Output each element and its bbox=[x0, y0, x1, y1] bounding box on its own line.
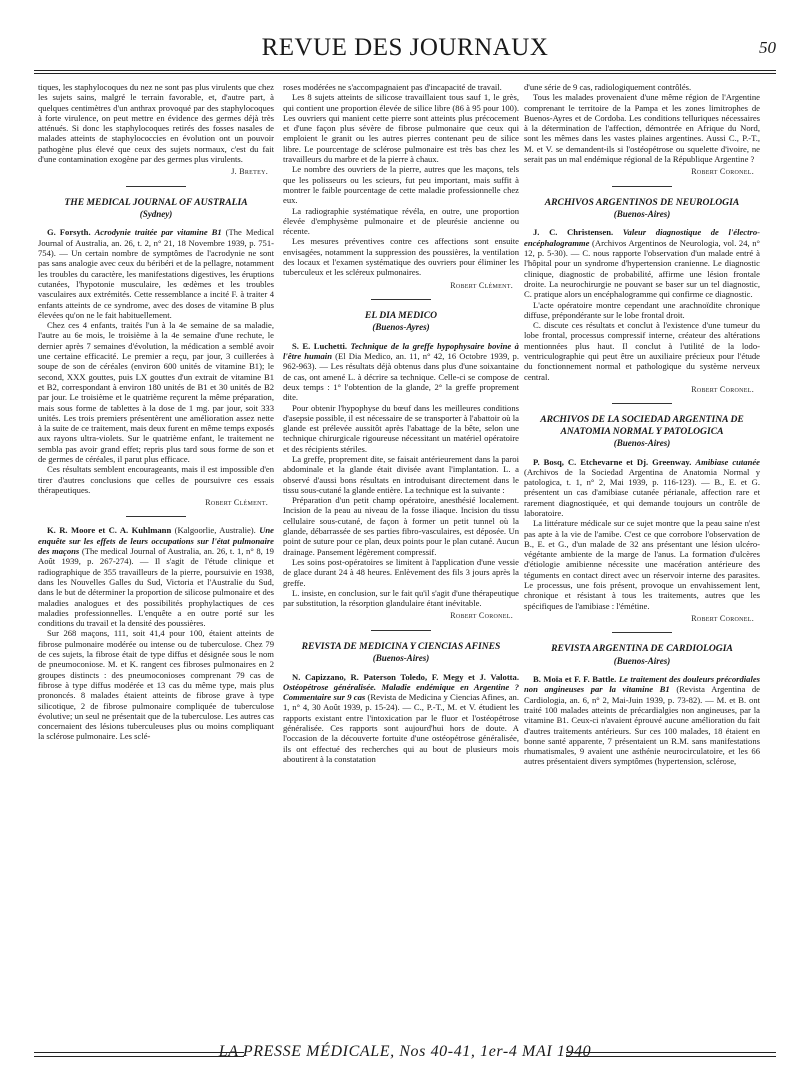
journal-city: (Sydney) bbox=[139, 209, 173, 220]
paragraph: C. discute ces résultats et conclut à l'existence d'une tumeur du lobe frontal, processus compressif interne, créateur des altérations mentionnées plus haut. Il conclut à l'utilité de la lodo-ventriculographie qui peut être un auxiliaire précieux pour l'étude du fonctionnement normal et pathologique du système nerveux central. bbox=[524, 320, 760, 382]
article-location: (Kalgoorlie, Australie). bbox=[174, 525, 256, 536]
article-abstract bbox=[38, 227, 274, 320]
footer-rule-right bbox=[566, 1052, 776, 1057]
page-footer bbox=[34, 1043, 776, 1061]
separator bbox=[371, 630, 431, 631]
signature: Robert Clément. bbox=[205, 498, 268, 508]
page-number: 50 bbox=[759, 38, 776, 57]
article-reference: (El Dia Medico, an. 11, n° 42, 16 Octobre 1939, p. 962-963). — bbox=[283, 351, 519, 372]
journal-city: (Buenos-Aires) bbox=[613, 438, 671, 449]
separator bbox=[126, 516, 186, 517]
article-reference: (Archivos Argentinos de Neurologia, vol. 24, n° 12, p. 5-30). — bbox=[524, 237, 760, 259]
signature: Robert Clément. bbox=[450, 280, 513, 290]
signature: Robert Coronel. bbox=[691, 613, 754, 623]
article-title: Ostéopétrose généralisée. Maladie endémique en Argentine ? Commentaire sur 9 cas bbox=[283, 681, 519, 703]
signature: J. Bretey. bbox=[231, 167, 268, 177]
journal-city: (Buenos-Aires) bbox=[613, 209, 671, 220]
journal-city: (Buenos-Aires) bbox=[613, 655, 671, 666]
article-author: N. Capizzano, R. Paterson Toledo, F. Megy et J. Valotta. bbox=[292, 671, 519, 682]
article-title: Une enquête sur les effets de leurs occupations sur l'état pulmonaire des maçons bbox=[38, 525, 274, 557]
article-body: C., P.-T., M. et V. étudient les rapports existant entre l'intoxication par le fluor et l'ostéopétrose généralisée. Ces rapports sont aujourd'hui hors de doute. A l'occasion de la découverte fortuite d'une ostéopétrose généralisée, ils ont effectué des recherches qui au bout de plusieurs mois aboutirent à la constatation bbox=[283, 702, 519, 764]
article-body: B., E. et G. présentent un cas d'amibiase cutanée périanale, affection rare et rarement diagnostiquée, et qui demande toujours un contrôle de laboratoire. bbox=[524, 477, 760, 518]
article-author: J. C. Christensen. bbox=[533, 227, 614, 238]
paragraph: Pour obtenir l'hypophyse du bœuf dans les meilleures conditions d'asepsie possible, il est nécessaire de se transporter à l'abattoir où la glande est prélevée aussitôt après l'abattage de la bête, selon une technique chirurgicale rigoureuse nécessitant un matériel opératoire et des récipients stériles. bbox=[283, 402, 519, 454]
paragraph: tiques, les staphylocoques du nez ne sont pas plus virulents que chez les sujets sains, malgré le terrain favorable, et, d'autre part, à quelques centimètres d'un anthrax provoqué par des staphylocoques à forte virulence, on peut mettre en évidence des germes déjà très atténués. Si donc les staphylocoques retirés des fosses nasales de malades atteints de staphylococcies en évolution ont un pouvoir pathogène plus élevé que ceux des sujets normaux, c'est du fait d'une contamination exogène par des germes plus virulents. bbox=[38, 82, 274, 165]
article-author: K. R. Moore et C. A. Kuhlmann bbox=[47, 525, 172, 536]
article-reference: (Revista de Medicina y Ciencias Afines, an. 1, n° 4, 30 Août 1939, p. 15-24). — bbox=[283, 692, 520, 713]
article-abstract bbox=[524, 457, 760, 519]
article-body: M. et B. ont traité 100 malades atteints de précardialgies non angineuses, par la vitamine B1. Ceux-ci n'avaient éprouvé aucune amélioration du fait d'autres traitements antérieurs. Sur ces 100 malades, 18 étaient en bonne santé apparente, 7 présentaient un R.M. sans manifestations rhumatismales, 9 avaient une asthénie neurocirculatoire, et les 66 autres présentaient divers symptômes (hypertension, sclérose, bbox=[524, 694, 760, 767]
separator bbox=[612, 186, 672, 187]
article-author: P. Bosq, C. Etchevarne et Dj. Greenway. bbox=[533, 456, 692, 467]
header-rule-top bbox=[34, 70, 776, 71]
footer-rule-left bbox=[34, 1052, 244, 1057]
paragraph: Chez ces 4 enfants, traités l'un à la 4e semaine de sa maladie, l'autre au 6e mois, le troisième à la 4e semaine d'une rechute, le dernier après 7 semaines d'évolution, la médication a semblé avoir une certaine efficacité. Le premier a reçu, par jour, 3 cuillerées à soupe de son de céréales (environ 600 unités de vitamine B1); le second, XXX gouttes, puis LX gouttes d'un extrait de vitamine B1 et B2, correspondant à environ 180 unités de B1 et 30 unités de B2 par jour. Le troisième et le quatrième reçurent la même préparation, mais sous forme de tablettes à la dose de 1 mg. par jour, soit 333 unités. Les trois premiers présentèrent une amélioration assez nette à la suite de ce traitement, mais deux furent en même temps exposés aux rayons ultra-violets. Sur le quatrième enfant, le traitement ne sembla pas avoir grand effet; repris plus tard sous forme de son et de germes de céréales, il parut plus efficace. bbox=[38, 320, 274, 464]
article-author: S. E. Luchetti. bbox=[292, 340, 347, 351]
paragraph: Tous les malades provenaient d'une même région de l'Argentine comprenant le territoire de la Pampa et les zones limitrophes de Buenos-Ayres et de Cordoba. Les conditions telluriques nécessaires à la détermination de l'affection, démontrée en Afrique du Nord, sont les mêmes dans les vastes plaines argentines. Aussi C., P.-T., M. et V. se demandent-ils si l'ostéopétrose ou squelette d'ivoire, ne serait pas un mal endémique régional de la République Argentine ? bbox=[524, 92, 760, 165]
article-abstract bbox=[283, 341, 519, 403]
paragraph: L'acte opératoire montre cependant une arachnoïdite chronique diffuse, prépondérante sur le lobe frontal droit. bbox=[524, 299, 760, 320]
journal-heading: REVISTA DE MEDICINA Y CIENCIAS AFINES bbox=[301, 640, 501, 652]
article-body: Il s'agit de l'étude clinique et radiographique de 355 travailleurs de la pierre, poursuivie en 1938, dans les Nouvelles Galles du Sud, Victoria et l'Australie du Sud, dans le but de déterminer la proportion de silicose pulmonaire et des maladies analogues et des possibilités prophylactiques de ces maladies professionnelles. L'enquête a en outre porté sur les conditions du travail et la densité des poussières. bbox=[38, 556, 274, 629]
article-abstract bbox=[524, 227, 760, 299]
paragraph: d'une série de 9 cas, radiologiquement contrôlés. bbox=[524, 82, 692, 92]
article-title: Valeur diagnostique de l'électro-encéphalogramme bbox=[524, 227, 760, 248]
article-abstract bbox=[524, 674, 760, 767]
article-reference: (The Medical Journal of Australia, an. 26, t. 2, n° 21, 18 Novembre 1939, p. 751-754). — bbox=[38, 227, 274, 259]
paragraph: roses modérées ne s'accompagnaient pas d'incapacité de travail. bbox=[283, 82, 502, 92]
header-rule-bottom bbox=[34, 73, 776, 74]
paragraph: Sur 268 maçons, 111, soit 41,4 pour 100, étaient atteints de fibrose pulmonaire modérée ou intense ou de tuberculose. Chez 79 de ces sujets, la fibrose était de type diffus et désignée sous le nom de pneumoconiose. M. et K. rangent ces fibroses pulmonaires en 2 groupes distincts : des pneumoconioses comprenant 79 cas de fibrose à type diffus modérée et 13 cas du même type, mais plus prononcés. 8 malades étaient atteints de fibrose grave à type silicotique, 2 de fibrose pulmonaire compliquée de tuberculose évolutive; un seul ne présentait que de la tuberculose. Les autres cas concernaient des lésions tuberculeuses plus ou moins compliquant la sclérose pulmonaire. Les sclé- bbox=[38, 628, 274, 742]
paragraph: La radiographie systématique révéla, en outre, une proportion élevée d'emphysème pulmonaire et de pleurésie ancienne ou récente. bbox=[283, 205, 519, 237]
paragraph: Les soins post-opératoires se limitent à l'application d'une vessie de glace durant 24 à 48 heures. Enlèvement des fils 3 jours après la greffe. bbox=[283, 556, 519, 588]
article-title: Technique de la greffe hypophysaire bovine à l'être humain bbox=[283, 340, 519, 362]
separator bbox=[612, 632, 672, 633]
journal-heading: ARCHIVOS ARGENTINOS DE NEUROLOGIA bbox=[544, 196, 740, 208]
article-body: Un certain nombre de symptômes de l'acrodynie ne sont pas sans analogie avec ceux du béribéri et de la pellagre, notamment les troubles du caractère, les manifestations digestives, les éruptions cutanées, l'hypotonie musculaire, les œdèmes et les troubles vasculaires aux extrémités. Cette ressemblance a incité F. à traiter 4 enfants atteints de ce syndrome, avec des doses de vitamine B plus élevées qu'on ne le fait habituellement. bbox=[38, 248, 274, 320]
paragraph: Ces résultats semblent encourageants, mais il est impossible d'en tirer d'autres conclusions que celles de poursuivre ces essais thérapeutiques. bbox=[38, 464, 274, 495]
separator bbox=[126, 186, 186, 187]
journal-heading: REVISTA ARGENTINA DE CARDIOLOGIA bbox=[551, 643, 733, 655]
separator bbox=[612, 403, 672, 404]
article-body: C. nous rapporte l'observation d'un malade entré à l'hôpital pour un syndrome d'hypertension cranienne. Le diagnostic clinique, diagnostic de probabilité, affirme une lésion frontale droite. La neurochirurgie ne pouvant se baser sur un tel diagnostic, C. pratique alors un encéphalogramme qui confirme ce diagnostic. bbox=[524, 248, 760, 300]
article-title: Le traitement des douleurs précordiales non angineuses par la vitamine B1 bbox=[524, 674, 760, 695]
journal-heading: ARCHIVOS DE LA SOCIEDAD ARGENTINA DE ANATOMIA NORMAL Y PATOLOGICA bbox=[540, 414, 744, 437]
journal-heading: THE MEDICAL JOURNAL OF AUSTRALIA bbox=[64, 196, 248, 208]
journal-city: (Buenos-Aires) bbox=[372, 653, 430, 664]
article-reference: (Revista Argentina de Cardiologia, an. 6, n° 2, Mai-Juin 1939, p. 73-82). — bbox=[524, 684, 760, 705]
signature: Robert Coronel. bbox=[691, 384, 754, 394]
article-reference: (The medical Journal of Australia, an. 26, t. 1, n° 8, 19 Août 1939, p. 267-274). — bbox=[38, 546, 274, 567]
running-title: REVUE DES JOURNAUX bbox=[261, 34, 549, 61]
column-right bbox=[524, 82, 760, 767]
paragraph: La littérature médicale sur ce sujet montre que la peau saine n'est pas apte à la vie de l'amibe. C'est ce que corrobore l'observation de B., E. et G., d'un malade de 32 ans présentant une lésion ulcéro-végétante ambiente de la marge de l'anus. La formation d'ulcères d'étiologie amibienne nécessite une macération antérieure des téguments en contact direct avec un réservoir interne des parasites. Le processus, une fois présent, provoque un envahissement lent, chronique et résistant à tous les traitements, autres que les spécifiques de l'amibiase : l'émétine. bbox=[524, 518, 760, 611]
article-author: G. Forsyth. bbox=[47, 227, 91, 238]
journal-heading: EL DIA MEDICO bbox=[364, 309, 438, 321]
article-author: B. Moïa et F. F. Battle. bbox=[533, 674, 617, 685]
journal-city: (Buenos-Ayres) bbox=[372, 322, 430, 333]
paragraph: La greffe, proprement dite, se faisait antérieurement dans la paroi abdominale et la glande était divisée avant l'implantation. L. a observé d'aussi bons résultats en introduisant directement dans le tissu sous-cutané la glande entière. La technique est la suivante : bbox=[283, 454, 519, 495]
paragraph: Les 8 sujets atteints de silicose travaillaient tous sauf 1, le grès, qui contient une proportion élevée de silice libre (86 à 95 pour 100). Les ouvriers qui manient cette pierre sont atteints plus précocement et d'une façon plus sévère de fibrose pulmonaire que ceux qui emploient le granit ou les autres pierres contenant peu de silice libre. Le pourcentage de sclérose pulmonaire est très bas chez les travailleurs du marbre et de la pierre à chaux. bbox=[283, 92, 519, 165]
page-header bbox=[34, 28, 776, 68]
signature: Robert Coronel. bbox=[691, 167, 754, 177]
signature: Robert Coronel. bbox=[450, 611, 513, 621]
article-abstract bbox=[283, 672, 519, 765]
column-middle bbox=[283, 82, 519, 764]
article-reference: (Archivos de la Sociedad Argentina de Anatomia Normal y patologica, t. 1, n° 2, Mai 1939, p. 116-123). — bbox=[524, 466, 760, 488]
footer-text: LA PRESSE MÉDICALE, Nos 40-41, 1er-4 MAI 1940 bbox=[218, 1043, 592, 1060]
separator bbox=[371, 299, 431, 300]
article-abstract bbox=[38, 525, 274, 628]
column-left bbox=[38, 82, 274, 742]
paragraph: Les mesures préventives contre ces affections sont ensuite envisagées, notamment la suppression des poussières, la ventilation des locaux et l'examen systématique des ouvriers pour éliminer les tuberculeux et les scléreux pulmonaires. bbox=[283, 236, 519, 278]
paragraph: Le nombre des ouvriers de la pierre, autres que les maçons, tels que les polisseurs ou les scieurs, fut peu important, mais suffit à montrer le faible pourcentage de cette maladie professionnelle chez eux. bbox=[283, 164, 519, 206]
paragraph: Préparation d'un petit champ opératoire, anesthésié localement. Incision de la peau au niveau de la fosse iliaque. Incision du tissu cellulaire sous-cutané, de façon à former un petit tunnel où la glande, débarrassée de ses parties fibro-vasculaires, est déposée. Un point de suture pour ce plan, deux points pour le plan cutané. Aucun drainage. Pansement légèrement compressif. bbox=[283, 495, 519, 557]
article-body: Les résultats déjà obtenus dans plus d'une soixantaine de cas, ont amené L. à décrire sa technique. Celle-ci se compose de deux temps : 1° l'obtention de la glande, 2° la greffe proprement dite. bbox=[283, 361, 519, 403]
article-title: Amibiase cutanée bbox=[695, 456, 761, 467]
article-title: Acrodynie traitée par vitamine B1 bbox=[94, 227, 222, 238]
paragraph: L. insiste, en conclusion, sur le fait qu'il s'agit d'une thérapeutique par substitution, la résorption glandulaire étant inévitable. bbox=[283, 587, 519, 609]
